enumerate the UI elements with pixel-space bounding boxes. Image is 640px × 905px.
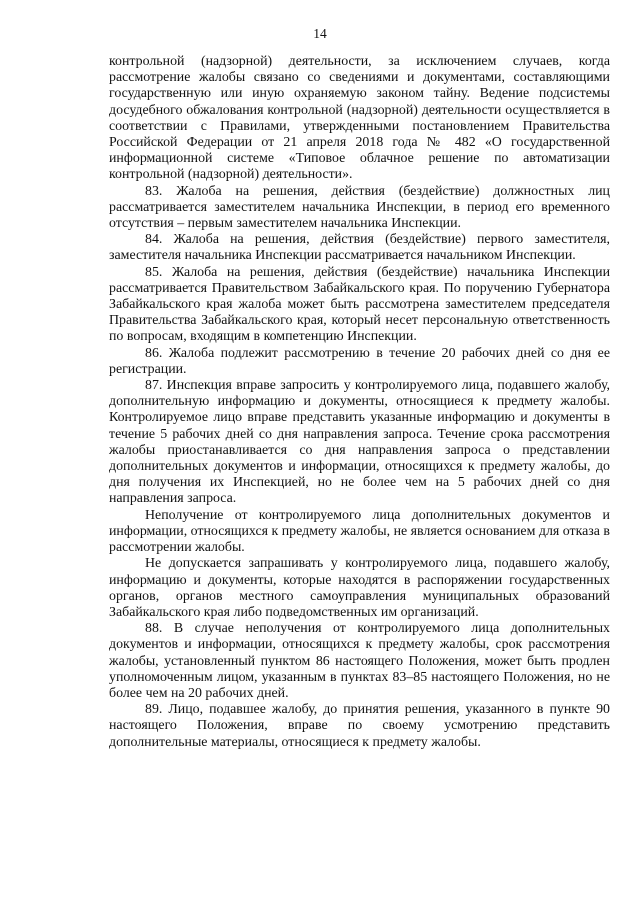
paragraph-83: 83. Жалоба на решения, действия (бездействие) должностных лиц рассматривается заместителем начальника Инспекции, в период его временного отсутствия – первым заместителем начальника Инспекции.: [109, 183, 610, 232]
paragraph-87-prohibition: Не допускается запрашивать у контролируемого лица, подавшего жалобу, информацию и документы, которые находятся в распоряжении государственных органов, органов местного самоуправления муниципальных образований Забайкальского края либо подведомственных им организаций.: [109, 556, 610, 620]
page-number: 14: [313, 26, 327, 41]
paragraph-89: 89. Лицо, подавшее жалобу, до принятия решения, указанного в пункте 90 настоящего Положения, вправе по своему усмотрению представить дополнительные материалы, относящиеся к предмету жалобы.: [109, 702, 610, 750]
paragraph-86: 86. Жалоба подлежит рассмотрению в течение 20 рабочих дней со дня ее регистрации.: [109, 345, 610, 377]
paragraph-87: 87. Инспекция вправе запросить у контролируемого лица, подавшего жалобу, дополнительную информацию и документы, относящиеся к предмету жалобы. Контролируемое лицо вправе представить указанные информацию и документы в течение 5 рабочих дней со дня направления запроса. Течение срока рассмотрения жалобы приостанавливается со дня направления запроса о представлении дополнительных документов и информации, относящихся к предмету жалобы, до дня получения их Инспекцией, но не более чем на 5 рабочих дней со дня направления запроса.: [109, 378, 610, 507]
paragraph-88: 88. В случае неполучения от контролируемого лица дополнительных документов и информации, относящихся к предмету жалобы, срок рассмотрения жалобы, установленный пунктом 86 настоящего Положения, может быть продлен уполномоченным лицом, указанным в пунктах 83–85 настоящего Положения, но не более чем на 20 рабочих дней.: [109, 621, 610, 701]
document-body: [109, 54, 610, 751]
paragraph-84: 84. Жалоба на решения, действия (бездействие) первого заместителя, заместителя начальника Инспекции рассматривается начальником Инспекции.: [109, 232, 610, 264]
paragraph-intro-continuation: контрольной (надзорной) деятельности, за исключением случаев, когда рассмотрение жалобы связано со сведениями и документами, составляющими государственную или иную охраняемую законом тайну. Ведение подсистемы досудебного обжалования контрольной (надзорной) деятельности осуществляется в соответствии с Правилами, утвержденными постановлением Правительства Российской Федерации от 21 апреля 2018 года № 482 «О государственной информационной системе «Типовое облачное решение по автоматизации контрольной (надзорной) деятельности».: [109, 54, 610, 183]
paragraph-87-non-receipt: Неполучение от контролируемого лица дополнительных документов и информации, относящихся к предмету жалобы, не является основанием для отказа в рассмотрении жалобы.: [109, 507, 610, 556]
paragraph-85: 85. Жалоба на решения, действия (бездействие) начальника Инспекции рассматривается Правительством Забайкальского края. По поручению Губернатора Забайкальского края жалоба может быть рассмотрена заместителем председателя Правительства Забайкальского края, который несет персональную ответственность по вопросам, входящим в компетенцию Инспекции.: [109, 264, 610, 345]
